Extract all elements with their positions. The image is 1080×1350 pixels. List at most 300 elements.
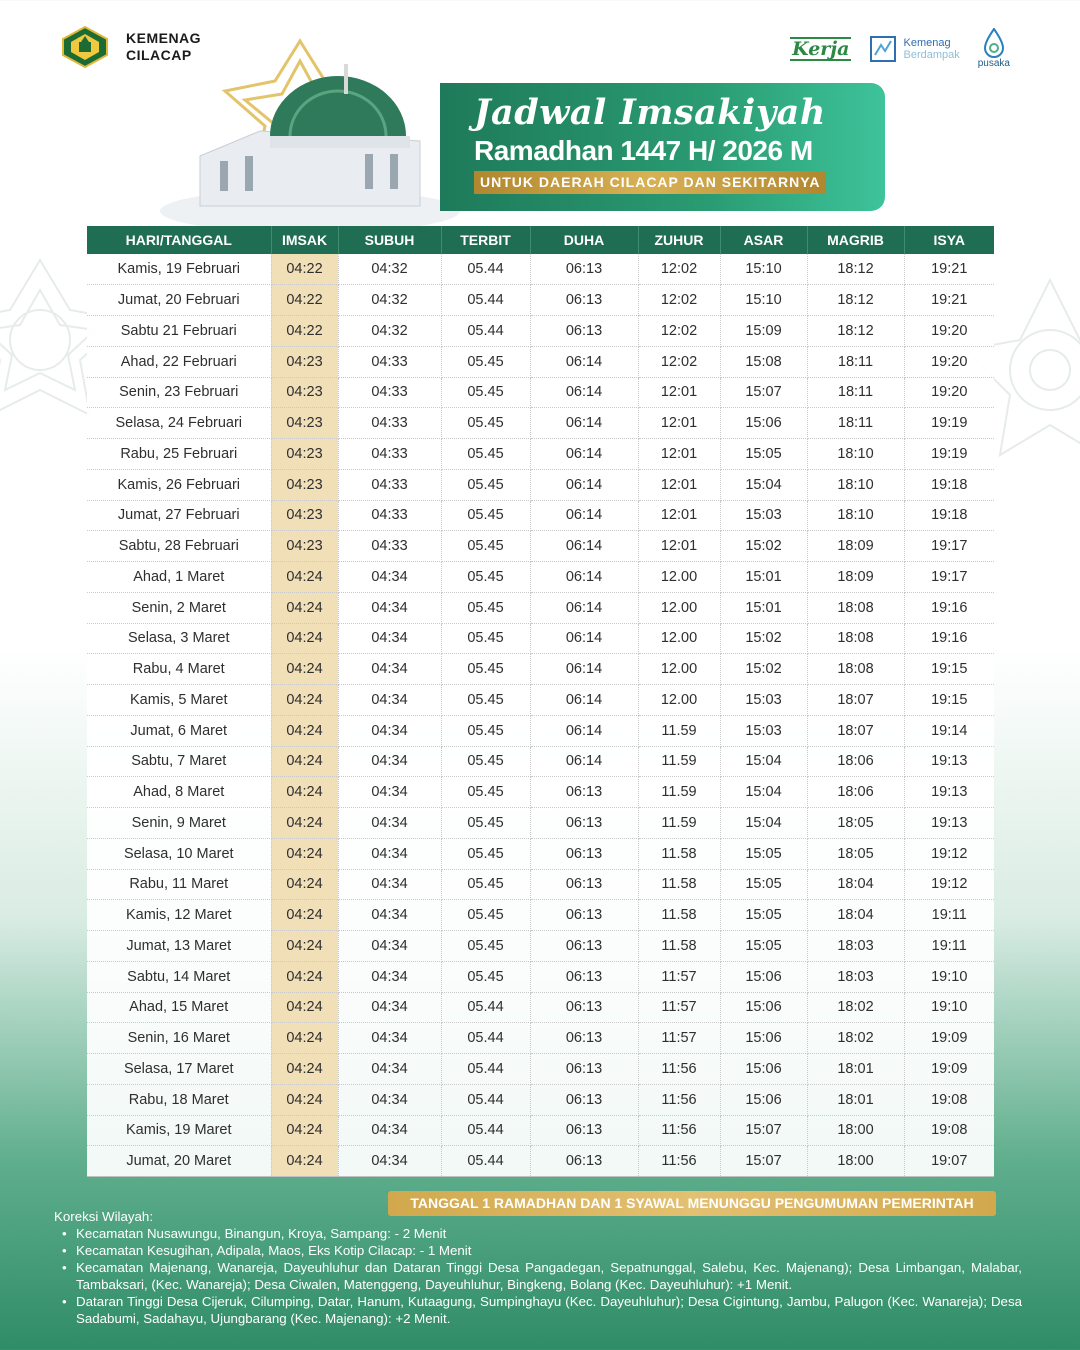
cell-asar: 15:05 [720,900,807,931]
cell-hari-tanggal: Kamis, 26 Februari [87,469,271,500]
cell-imsak: 04:24 [271,1054,338,1085]
cell-magrib: 18:09 [807,562,904,593]
cell-terbit: 05.45 [441,623,530,654]
cell-hari-tanggal: Ahad, 8 Maret [87,777,271,808]
cell-duha: 06:14 [530,377,638,408]
cell-magrib: 18:03 [807,931,904,962]
cell-asar: 15:05 [720,439,807,470]
cell-terbit: 05.45 [441,808,530,839]
cell-imsak: 04:24 [271,715,338,746]
cell-isya: 19:09 [904,1023,994,1054]
cell-subuh: 04:33 [338,377,441,408]
cell-isya: 19:12 [904,869,994,900]
cell-terbit: 05.44 [441,316,530,347]
cell-asar: 15:02 [720,531,807,562]
koreksi-list [54,1225,1022,1327]
cell-hari-tanggal: Senin, 2 Maret [87,592,271,623]
table-row [87,439,994,470]
cell-magrib: 18:12 [807,285,904,316]
cell-isya: 19:16 [904,623,994,654]
cell-duha: 06:14 [530,531,638,562]
cell-terbit: 05.45 [441,746,530,777]
table-row [87,1146,994,1177]
cell-asar: 15:03 [720,685,807,716]
cell-hari-tanggal: Ahad, 1 Maret [87,562,271,593]
cell-imsak: 04:24 [271,777,338,808]
cell-asar: 15:10 [720,285,807,316]
cell-duha: 06:14 [530,746,638,777]
cell-zuhur: 11.59 [638,715,720,746]
cell-asar: 15:05 [720,931,807,962]
cell-asar: 15:05 [720,869,807,900]
cell-hari-tanggal: Kamis, 19 Maret [87,1115,271,1146]
cell-isya: 19:13 [904,777,994,808]
table-row [87,592,994,623]
imsakiyah-table [87,226,994,1177]
table-row [87,623,994,654]
cell-magrib: 18:12 [807,254,904,285]
cell-zuhur: 12.00 [638,685,720,716]
cell-isya: 19:20 [904,316,994,347]
berdampak-mark-icon [869,35,897,63]
cell-zuhur: 12:01 [638,500,720,531]
cell-terbit: 05.45 [441,562,530,593]
cell-hari-tanggal: Jumat, 6 Maret [87,715,271,746]
cell-magrib: 18:01 [807,1054,904,1085]
cell-isya: 19:17 [904,562,994,593]
cell-isya: 19:16 [904,592,994,623]
table-row [87,777,994,808]
koreksi-item: • Kecamatan Kesugihan, Adipala, Maos, Eks Kotip Cilacap: - 1 Menit [76,1242,1022,1259]
cell-asar: 15:06 [720,408,807,439]
cell-zuhur: 12:01 [638,408,720,439]
cell-subuh: 04:34 [338,654,441,685]
cell-magrib: 18:00 [807,1115,904,1146]
cell-hari-tanggal: Sabtu, 28 Februari [87,531,271,562]
cell-hari-tanggal: Rabu, 18 Maret [87,1084,271,1115]
cell-hari-tanggal: Rabu, 4 Maret [87,654,271,685]
cell-imsak: 04:24 [271,992,338,1023]
cell-zuhur: 11.58 [638,900,720,931]
cell-isya: 19:09 [904,1054,994,1085]
header-asar: ASAR [720,226,807,254]
table-row [87,992,994,1023]
cell-isya: 19:13 [904,746,994,777]
cell-imsak: 04:23 [271,439,338,470]
title-subtitle: UNTUK DAERAH CILACAP DAN SEKITARNYA [474,171,826,194]
cell-subuh: 04:34 [338,1084,441,1115]
cell-isya: 19:10 [904,992,994,1023]
cell-imsak: 04:24 [271,1146,338,1177]
header-subuh: SUBUH [338,226,441,254]
cell-imsak: 04:24 [271,808,338,839]
cell-isya: 19:19 [904,408,994,439]
cell-subuh: 04:32 [338,316,441,347]
cell-imsak: 04:24 [271,838,338,869]
cell-zuhur: 11:56 [638,1054,720,1085]
cell-asar: 15:07 [720,377,807,408]
cell-terbit: 05.45 [441,869,530,900]
cell-hari-tanggal: Kamis, 5 Maret [87,685,271,716]
cell-zuhur: 11.59 [638,777,720,808]
cell-subuh: 04:34 [338,623,441,654]
header-zuhur: ZUHUR [638,226,720,254]
table-header-row [87,226,994,254]
cell-duha: 06:14 [530,654,638,685]
table-row [87,961,994,992]
table-row [87,1054,994,1085]
cell-terbit: 05.45 [441,469,530,500]
table-row [87,685,994,716]
cell-asar: 15:05 [720,838,807,869]
cell-asar: 15:04 [720,746,807,777]
table-body [87,254,994,1177]
cell-hari-tanggal: Rabu, 25 Februari [87,439,271,470]
cell-magrib: 18:04 [807,900,904,931]
cell-asar: 15:09 [720,316,807,347]
cell-hari-tanggal: Rabu, 11 Maret [87,869,271,900]
cell-isya: 19:20 [904,346,994,377]
cell-imsak: 04:22 [271,285,338,316]
cell-subuh: 04:32 [338,285,441,316]
table-row [87,838,994,869]
cell-terbit: 05.44 [441,1084,530,1115]
cell-subuh: 04:34 [338,992,441,1023]
table-row [87,900,994,931]
cell-zuhur: 11:56 [638,1146,720,1177]
cell-imsak: 04:24 [271,961,338,992]
cell-subuh: 04:34 [338,1023,441,1054]
cell-magrib: 18:06 [807,777,904,808]
cell-magrib: 18:10 [807,469,904,500]
cell-magrib: 18:11 [807,377,904,408]
cell-imsak: 04:24 [271,623,338,654]
cell-imsak: 04:23 [271,346,338,377]
cell-duha: 06:13 [530,808,638,839]
cell-isya: 19:15 [904,685,994,716]
cell-zuhur: 11.58 [638,931,720,962]
cell-asar: 15:06 [720,1054,807,1085]
brand-name-line1: KEMENAG [126,30,202,46]
cell-subuh: 04:34 [338,777,441,808]
cell-isya: 19:07 [904,1146,994,1177]
cell-duha: 06:14 [530,715,638,746]
cell-isya: 19:10 [904,961,994,992]
cell-magrib: 18:07 [807,685,904,716]
table-row [87,531,994,562]
cell-imsak: 04:24 [271,1023,338,1054]
cell-duha: 06:13 [530,1084,638,1115]
table-row [87,469,994,500]
cell-magrib: 18:02 [807,1023,904,1054]
header-duha: DUHA [530,226,638,254]
cell-duha: 06:14 [530,562,638,593]
cell-terbit: 05.45 [441,531,530,562]
cell-imsak: 04:24 [271,654,338,685]
header-imsak: IMSAK [271,226,338,254]
brand-name-line2: CILACAP [126,47,192,63]
cell-zuhur: 12.00 [638,562,720,593]
cell-asar: 15:07 [720,1146,807,1177]
cell-terbit: 05.45 [441,685,530,716]
cell-zuhur: 11.59 [638,746,720,777]
title-script: Jadwal Imsakiyah [474,92,826,133]
cell-magrib: 18:08 [807,592,904,623]
cell-imsak: 04:23 [271,531,338,562]
cell-terbit: 05.45 [441,377,530,408]
cell-duha: 06:14 [530,408,638,439]
table-row [87,377,994,408]
cell-zuhur: 11.58 [638,838,720,869]
cell-duha: 06:13 [530,992,638,1023]
cell-magrib: 18:04 [807,869,904,900]
cell-terbit: 05.45 [441,408,530,439]
cell-subuh: 04:33 [338,469,441,500]
cell-magrib: 18:00 [807,1146,904,1177]
cell-imsak: 04:24 [271,592,338,623]
cell-terbit: 05.44 [441,1023,530,1054]
table-row [87,562,994,593]
cell-zuhur: 12:01 [638,377,720,408]
cell-magrib: 18:12 [807,316,904,347]
cell-zuhur: 12:02 [638,346,720,377]
cell-subuh: 04:32 [338,254,441,285]
koreksi-item: • Kecamatan Nusawungu, Binangun, Kroya, Sampang: - 2 Menit [76,1225,1022,1242]
table-row [87,1023,994,1054]
cell-imsak: 04:24 [271,746,338,777]
cell-asar: 15:06 [720,961,807,992]
cell-isya: 19:21 [904,285,994,316]
cell-subuh: 04:34 [338,808,441,839]
table-row [87,746,994,777]
pusaka-logo [978,28,1010,69]
cell-isya: 19:18 [904,469,994,500]
cell-hari-tanggal: Senin, 23 Februari [87,377,271,408]
cell-asar: 15:04 [720,777,807,808]
cell-zuhur: 12.00 [638,654,720,685]
cell-hari-tanggal: Jumat, 20 Februari [87,285,271,316]
cell-magrib: 18:05 [807,838,904,869]
cell-zuhur: 12.00 [638,592,720,623]
cell-magrib: 18:08 [807,623,904,654]
cell-hari-tanggal: Jumat, 13 Maret [87,931,271,962]
cell-subuh: 04:34 [338,592,441,623]
cell-hari-tanggal: Senin, 16 Maret [87,1023,271,1054]
cell-asar: 15:04 [720,808,807,839]
cell-hari-tanggal: Selasa, 24 Februari [87,408,271,439]
cell-duha: 06:13 [530,777,638,808]
cell-zuhur: 11.59 [638,808,720,839]
table-row [87,869,994,900]
cell-terbit: 05.45 [441,838,530,869]
cell-asar: 15:06 [720,1084,807,1115]
cell-magrib: 18:09 [807,531,904,562]
cell-zuhur: 11:56 [638,1084,720,1115]
table-row [87,346,994,377]
cell-imsak: 04:23 [271,408,338,439]
cell-terbit: 05.45 [441,654,530,685]
cell-hari-tanggal: Sabtu, 7 Maret [87,746,271,777]
cell-isya: 19:18 [904,500,994,531]
table-row [87,254,994,285]
cell-terbit: 05.45 [441,500,530,531]
table-row [87,1115,994,1146]
cell-magrib: 18:02 [807,992,904,1023]
cell-duha: 06:13 [530,869,638,900]
cell-terbit: 05.45 [441,931,530,962]
cell-magrib: 18:05 [807,808,904,839]
cell-imsak: 04:24 [271,931,338,962]
cell-asar: 15:03 [720,715,807,746]
cell-terbit: 05.45 [441,900,530,931]
cell-hari-tanggal: Ahad, 22 Februari [87,346,271,377]
cell-terbit: 05.44 [441,254,530,285]
koreksi-title: Koreksi Wilayah: [54,1209,154,1224]
cell-subuh: 04:34 [338,838,441,869]
cell-imsak: 04:24 [271,685,338,716]
cell-magrib: 18:11 [807,346,904,377]
cell-duha: 06:14 [530,439,638,470]
cell-imsak: 04:23 [271,500,338,531]
cell-zuhur: 11:56 [638,1115,720,1146]
cell-asar: 15:02 [720,623,807,654]
cell-asar: 15:02 [720,654,807,685]
cell-duha: 06:13 [530,1115,638,1146]
table-row [87,316,994,347]
koreksi-wilayah [54,1208,1022,1327]
cell-hari-tanggal: Sabtu 21 Februari [87,316,271,347]
cell-isya: 19:20 [904,377,994,408]
cell-asar: 15:08 [720,346,807,377]
cell-duha: 06:13 [530,316,638,347]
cell-magrib: 18:11 [807,408,904,439]
cell-hari-tanggal: Kamis, 12 Maret [87,900,271,931]
cell-duha: 06:14 [530,623,638,654]
cell-subuh: 04:34 [338,746,441,777]
cell-imsak: 04:23 [271,469,338,500]
header-magrib: MAGRIB [807,226,904,254]
header-hari-tanggal: HARI/TANGGAL [87,226,271,254]
cell-magrib: 18:06 [807,746,904,777]
cell-duha: 06:14 [530,500,638,531]
cell-imsak: 04:24 [271,869,338,900]
cell-hari-tanggal: Senin, 9 Maret [87,808,271,839]
header-isya: ISYA [904,226,994,254]
cell-duha: 06:14 [530,346,638,377]
koreksi-item: • Dataran Tinggi Desa Cijeruk, Cilumping, Datar, Hanum, Kutaagung, Sumpinghayu (Kec. Dayeuhluhur); Desa Cigintung, Jambu, Palugon (Kec. Wanareja); Desa Sadabumi, Sadahayu, Ujungbarang (Kec. Majenang): +2 Menit. [76,1293,1022,1327]
cell-hari-tanggal: Selasa, 17 Maret [87,1054,271,1085]
cell-asar: 15:01 [720,592,807,623]
cell-duha: 06:13 [530,900,638,931]
table-row [87,931,994,962]
announcement-banner: TANGGAL 1 RAMADHAN DAN 1 SYAWAL MENUNGGU PENGUMUMAN PEMERINTAH [388,1191,996,1216]
cell-duha: 06:13 [530,931,638,962]
cell-duha: 06:14 [530,592,638,623]
cell-imsak: 04:24 [271,562,338,593]
cell-hari-tanggal: Ahad, 15 Maret [87,992,271,1023]
cell-asar: 15:06 [720,992,807,1023]
cell-subuh: 04:34 [338,562,441,593]
pusaka-drop-icon [983,28,1005,58]
cell-subuh: 04:34 [338,931,441,962]
cell-zuhur: 12:02 [638,316,720,347]
cell-terbit: 05.45 [441,777,530,808]
table-row [87,408,994,439]
cell-isya: 19:14 [904,715,994,746]
cell-terbit: 05.45 [441,592,530,623]
cell-magrib: 18:07 [807,715,904,746]
table-row [87,500,994,531]
cell-hari-tanggal: Jumat, 20 Maret [87,1146,271,1177]
table-row [87,285,994,316]
cell-duha: 06:14 [530,685,638,716]
cell-terbit: 05.44 [441,285,530,316]
table-row [87,1084,994,1115]
cell-isya: 19:12 [904,838,994,869]
table-row [87,715,994,746]
cell-zuhur: 12:02 [638,285,720,316]
kerja-logo: Kerja [792,37,850,60]
table-row [87,808,994,839]
cell-duha: 06:14 [530,469,638,500]
mosque-illustration [150,36,480,226]
cell-isya: 19:15 [904,654,994,685]
cell-isya: 19:11 [904,900,994,931]
cell-subuh: 04:33 [338,408,441,439]
cell-duha: 06:13 [530,254,638,285]
kemenag-berdampak-logo [869,35,959,63]
cell-asar: 15:03 [720,500,807,531]
title-main: Ramadhan 1447 H/ 2026 M [474,135,813,166]
cell-hari-tanggal: Kamis, 19 Februari [87,254,271,285]
cell-zuhur: 11:57 [638,1023,720,1054]
cell-subuh: 04:34 [338,869,441,900]
cell-terbit: 05.44 [441,1146,530,1177]
cell-subuh: 04:34 [338,685,441,716]
cell-subuh: 04:33 [338,531,441,562]
cell-imsak: 04:22 [271,254,338,285]
cell-imsak: 04:22 [271,316,338,347]
cell-asar: 15:06 [720,1023,807,1054]
cell-isya: 19:21 [904,254,994,285]
cell-terbit: 05.45 [441,439,530,470]
cell-isya: 19:19 [904,439,994,470]
cell-magrib: 18:10 [807,500,904,531]
cell-subuh: 04:34 [338,961,441,992]
cell-subuh: 04:33 [338,346,441,377]
cell-subuh: 04:34 [338,715,441,746]
berdampak-line1: Kemenag [903,36,951,49]
cell-imsak: 04:24 [271,1115,338,1146]
cell-subuh: 04:34 [338,900,441,931]
cell-asar: 15:04 [720,469,807,500]
cell-imsak: 04:23 [271,377,338,408]
cell-terbit: 05.45 [441,715,530,746]
cell-hari-tanggal: Sabtu, 14 Maret [87,961,271,992]
cell-imsak: 04:24 [271,1084,338,1115]
cell-magrib: 18:03 [807,961,904,992]
cell-zuhur: 12:01 [638,531,720,562]
cell-imsak: 04:24 [271,900,338,931]
cell-isya: 19:08 [904,1084,994,1115]
cell-hari-tanggal: Selasa, 3 Maret [87,623,271,654]
cell-subuh: 04:34 [338,1054,441,1085]
cell-isya: 19:08 [904,1115,994,1146]
cell-duha: 06:13 [530,838,638,869]
cell-zuhur: 12.00 [638,623,720,654]
cell-subuh: 04:33 [338,500,441,531]
header-terbit: TERBIT [441,226,530,254]
